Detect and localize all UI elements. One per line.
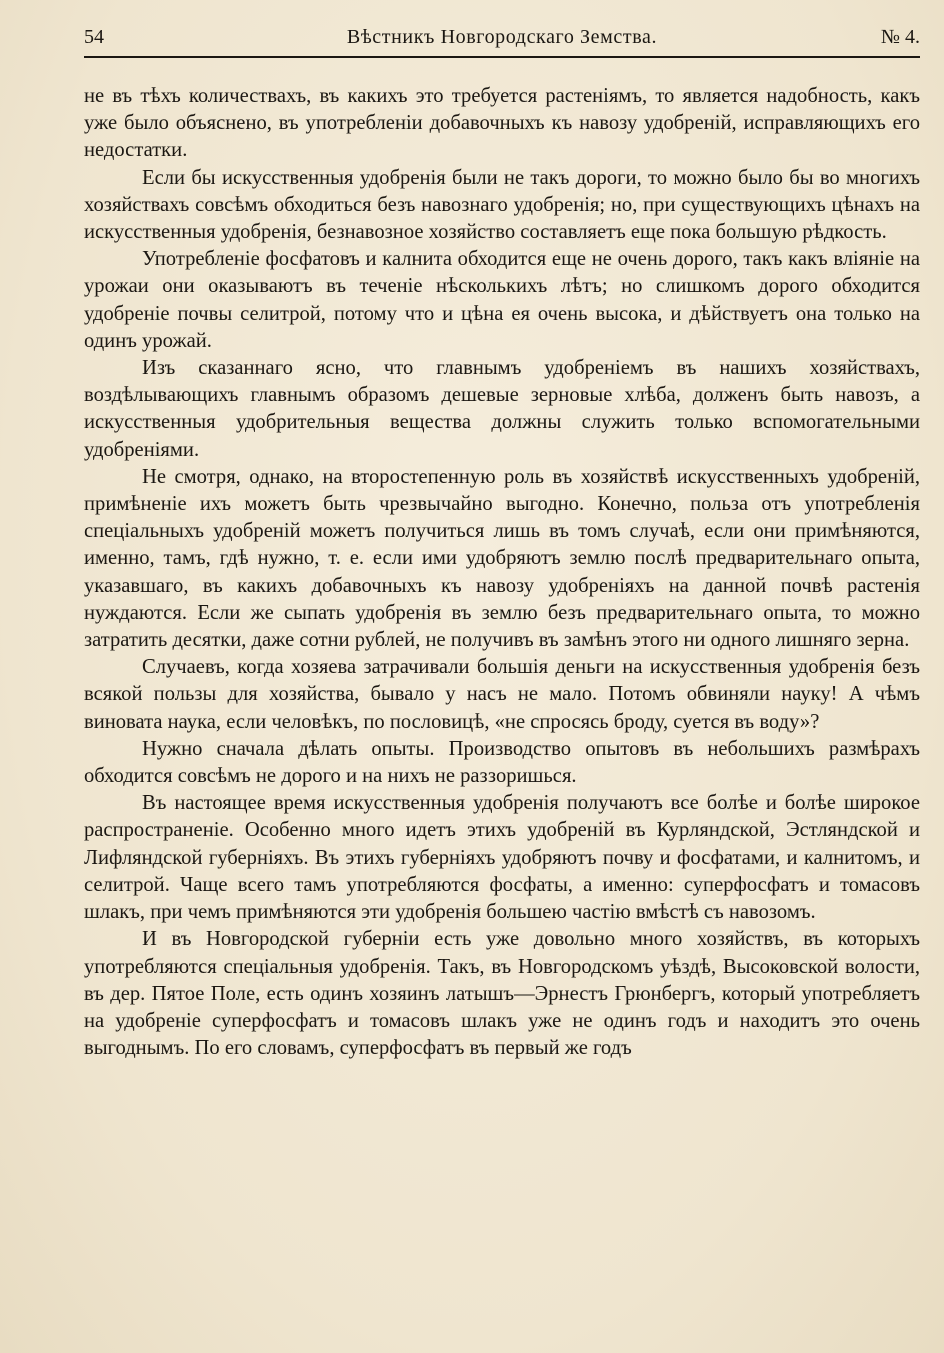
header-rule xyxy=(84,56,920,58)
paragraph: Если бы искусственныя удобренія были не такъ дороги, то можно было бы во многихъ хозяйствахъ совсѣмъ обходиться безъ навознаго удобренія; но, при существующихъ цѣнахъ на искусственныя удобренія, безнавозное хозяйство составляетъ еще пока большую рѣдкость. xyxy=(84,166,920,244)
paragraph: не въ тѣхъ количествахъ, въ какихъ это требуется растеніямъ, то является надобность, какъ уже было объяснено, въ употребленіи добавочныхъ къ навозу удобреній, исправляющихъ его недостатки. xyxy=(84,85,920,162)
article-body xyxy=(84,83,920,1062)
paragraph: И въ Новгородской губерніи есть уже довольно много хозяйствъ, въ которыхъ употребляются спеціальныя удобренія. Такъ, въ Новгородскомъ уѣздѣ, Высоковской волости, въ дер. Пятое Поле, есть одинъ хозяинъ латышъ—Эрнестъ Грюнбергъ, который употребляетъ на удобреніе суперфосфатъ и томасовъ шлакъ уже не одинъ годъ и находитъ это очень выгоднымъ. По его словамъ, суперфосфатъ въ первый же годъ xyxy=(84,928,920,1060)
journal-title: Вѣстникъ Новгородскаго Земства. xyxy=(346,26,658,48)
paragraph: Нужно сначала дѣлать опыты. Производство опытовъ въ небольшихъ размѣрахъ обходится совсѣмъ не дорого и на нихъ не раззоришься. xyxy=(84,737,920,788)
paragraph: Изъ сказаннаго ясно, что главнымъ удобреніемъ въ нашихъ хозяйствахъ, воздѣлывающихъ главнымъ образомъ дешевые зерновые хлѣба, долженъ быть навозъ, а искусственныя удобрительныя вещества должны служить только вспомогательными удобреніями. xyxy=(84,357,920,461)
paragraph: Употребленіе фосфатовъ и калнита обходится еще не очень дорого, такъ какъ вліяніе на урожаи они оказываютъ въ теченіе нѣсколькихъ лѣтъ; но слишкомъ дорого обходится удобреніе почвы селитрой, потому что и цѣна ея очень высока, и дѣйствуетъ она только на одинъ урожай. xyxy=(84,248,920,352)
paragraph: Не смотря, однако, на второстепенную роль въ хозяйствѣ искусственныхъ удобреній, примѣненіе ихъ можетъ быть чрезвычайно выгодно. Конечно, польза отъ употребленія спеціальныхъ удобреній можетъ получиться лишь въ томъ случаѣ, если они примѣняются, именно, тамъ, гдѣ нужно, т. е. если ими удобряютъ землю послѣ предварительнаго опыта, указавшаго, въ какихъ добавочныхъ къ навозу удобреніяхъ на данной почвѣ растенія нуждаются. Если же сыпать удобренія въ землю безъ предварительнаго опыта, то можно затратить десятки, даже сотни рублей, не получивъ въ замѣнъ этого ни одного лишняго зерна. xyxy=(84,465,920,652)
paragraph: Случаевъ, когда хозяева затрачивали большія деньги на искусственныя удобренія безъ всякой пользы для хозяйства, бывало у насъ не мало. Потомъ обвиняли науку! А чѣмъ виновата наука, если человѣкъ, по пословицѣ, «не спросясь броду, суется въ воду»? xyxy=(84,656,920,733)
running-header xyxy=(84,26,920,54)
issue-number: № 4. xyxy=(880,26,920,48)
page-number: 54 xyxy=(84,26,104,48)
paragraph: Въ настоящее время искусственныя удобренія получаютъ все болѣе и болѣе широкое распространеніе. Особенно много идетъ этихъ удобреній въ Курляндской, Эстляндской и Лифляндской губерніяхъ. Въ этихъ губерніяхъ удобряютъ почву и фосфатами, и калнитомъ, и селитрой. Чаще всего тамъ употребляются фосфаты, а именно: суперфосфатъ и томасовъ шлакъ, при чемъ примѣняются эти удобренія большею частію вмѣстѣ съ навозомъ. xyxy=(84,792,920,924)
